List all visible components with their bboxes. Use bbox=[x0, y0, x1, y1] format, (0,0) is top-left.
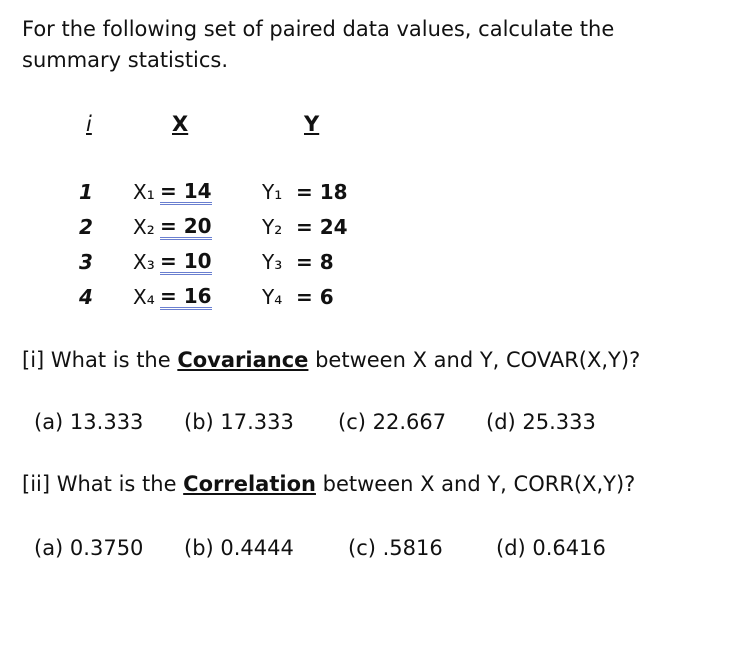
x-value: = 10 bbox=[160, 249, 212, 273]
data-row bbox=[0, 215, 734, 247]
question-covariance bbox=[22, 348, 640, 372]
x-value: = 14 bbox=[160, 179, 212, 203]
data-row bbox=[0, 180, 734, 212]
x-name: X₃ bbox=[133, 250, 155, 274]
row-index: 1 bbox=[79, 180, 93, 204]
row-index: 3 bbox=[79, 250, 93, 274]
row-index: 2 bbox=[79, 215, 93, 239]
data-row bbox=[0, 250, 734, 282]
y-value: = 18 bbox=[296, 180, 348, 204]
option-d: (d) 25.333 bbox=[486, 410, 596, 434]
y-name: Y₁ bbox=[262, 180, 283, 204]
column-header-x: X bbox=[172, 112, 189, 136]
column-header-i: i bbox=[86, 112, 92, 136]
question-suffix: between X and Y, COVAR(X,Y)? bbox=[308, 348, 641, 372]
question-prefix: [i] What is the bbox=[22, 348, 178, 372]
y-value: = 6 bbox=[296, 285, 334, 309]
option-c: (c) .5816 bbox=[348, 536, 443, 560]
option-a: (a) 13.333 bbox=[34, 410, 144, 434]
option-a: (a) 0.3750 bbox=[34, 536, 144, 560]
option-b: (b) 0.4444 bbox=[184, 536, 294, 560]
question-term: Covariance bbox=[177, 348, 309, 372]
column-header-y: Y bbox=[304, 112, 320, 136]
x-value: = 20 bbox=[160, 214, 212, 238]
question-term: Correlation bbox=[183, 472, 316, 496]
y-name: Y₃ bbox=[262, 250, 283, 274]
question-prefix: [ii] What is the bbox=[22, 472, 184, 496]
option-d: (d) 0.6416 bbox=[496, 536, 606, 560]
y-name: Y₂ bbox=[262, 215, 283, 239]
option-c: (c) 22.667 bbox=[338, 410, 447, 434]
x-name: X₄ bbox=[133, 285, 155, 309]
intro-text: For the following set of paired data values, calculate the summary statistics. bbox=[22, 17, 615, 72]
option-b: (b) 17.333 bbox=[184, 410, 294, 434]
data-row bbox=[0, 285, 734, 317]
row-index: 4 bbox=[79, 285, 93, 309]
y-value: = 8 bbox=[296, 250, 334, 274]
question-suffix: between X and Y, CORR(X,Y)? bbox=[315, 472, 636, 496]
y-name: Y₄ bbox=[262, 285, 283, 309]
x-value: = 16 bbox=[160, 284, 212, 308]
x-name: X₁ bbox=[133, 180, 155, 204]
y-value: = 24 bbox=[296, 215, 348, 239]
x-name: X₂ bbox=[133, 215, 155, 239]
question-correlation bbox=[22, 472, 635, 496]
